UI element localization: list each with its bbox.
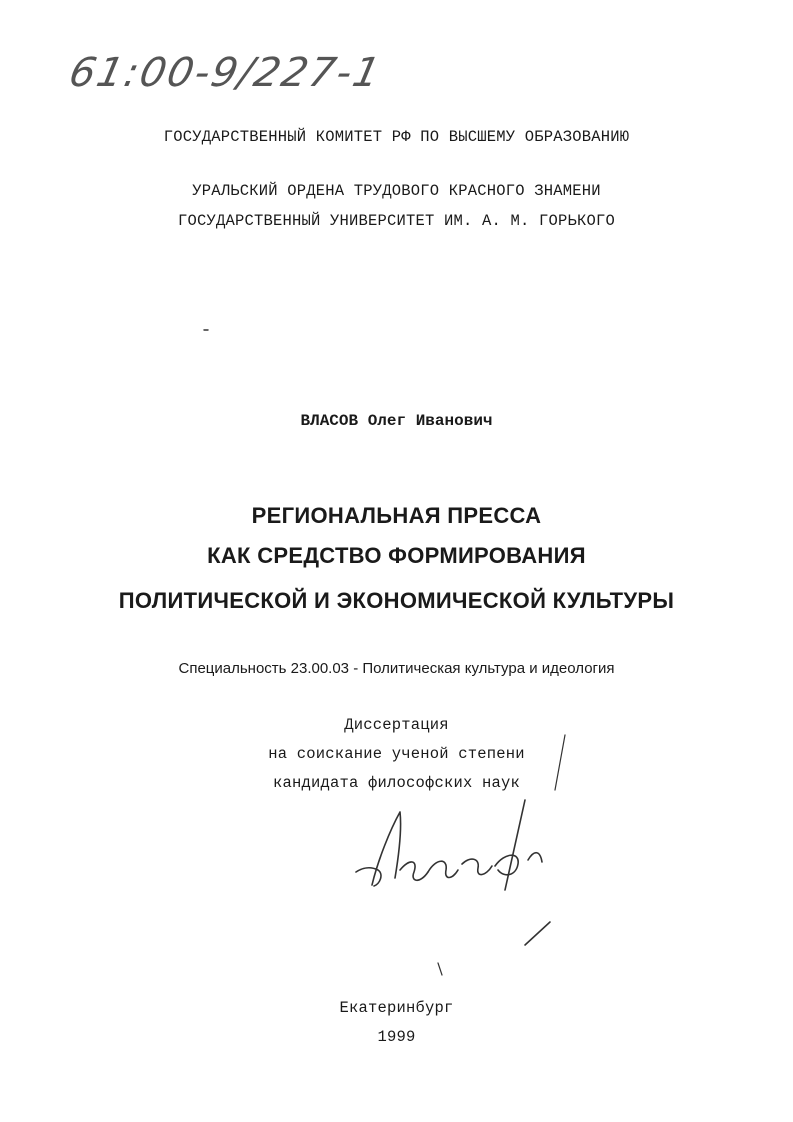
- header-committee: ГОСУДАРСТВЕННЫЙ КОМИТЕТ РФ ПО ВЫСШЕМУ ОБРАЗОВАНИЮ: [163, 128, 630, 146]
- title-line-2: КАК СРЕДСТВО ФОРМИРОВАНИЯ: [207, 543, 586, 568]
- footer-year: 1999: [377, 1028, 416, 1046]
- header-university-line2: ГОСУДАРСТВЕННЫЙ УНИВЕРСИТЕТ ИМ. А. М. ГОРЬКОГО: [177, 212, 616, 230]
- degree-line-1: Диссертация: [344, 716, 449, 734]
- specialty: Специальность 23.00.03 - Политическая культура и идеология: [178, 660, 615, 677]
- title-line-3: ПОЛИТИЧЕСКОЙ И ЭКОНОМИЧЕСКОЙ КУЛЬТУРЫ: [118, 588, 675, 613]
- author-name: ВЛАСОВ Олег Иванович: [300, 412, 493, 430]
- title-line-1: РЕГИОНАЛЬНАЯ ПРЕССА: [251, 503, 542, 528]
- archive-stamp: 61:00-9/227-1: [65, 50, 386, 96]
- degree-line-3: кандидата философских наук: [272, 774, 521, 792]
- header-university-line1: УРАЛЬСКИЙ ОРДЕНА ТРУДОВОГО КРАСНОГО ЗНАМЕНИ: [192, 182, 601, 200]
- degree-line-2: на соискание ученой степени: [268, 745, 525, 763]
- footer-city: Екатеринбург: [339, 999, 454, 1017]
